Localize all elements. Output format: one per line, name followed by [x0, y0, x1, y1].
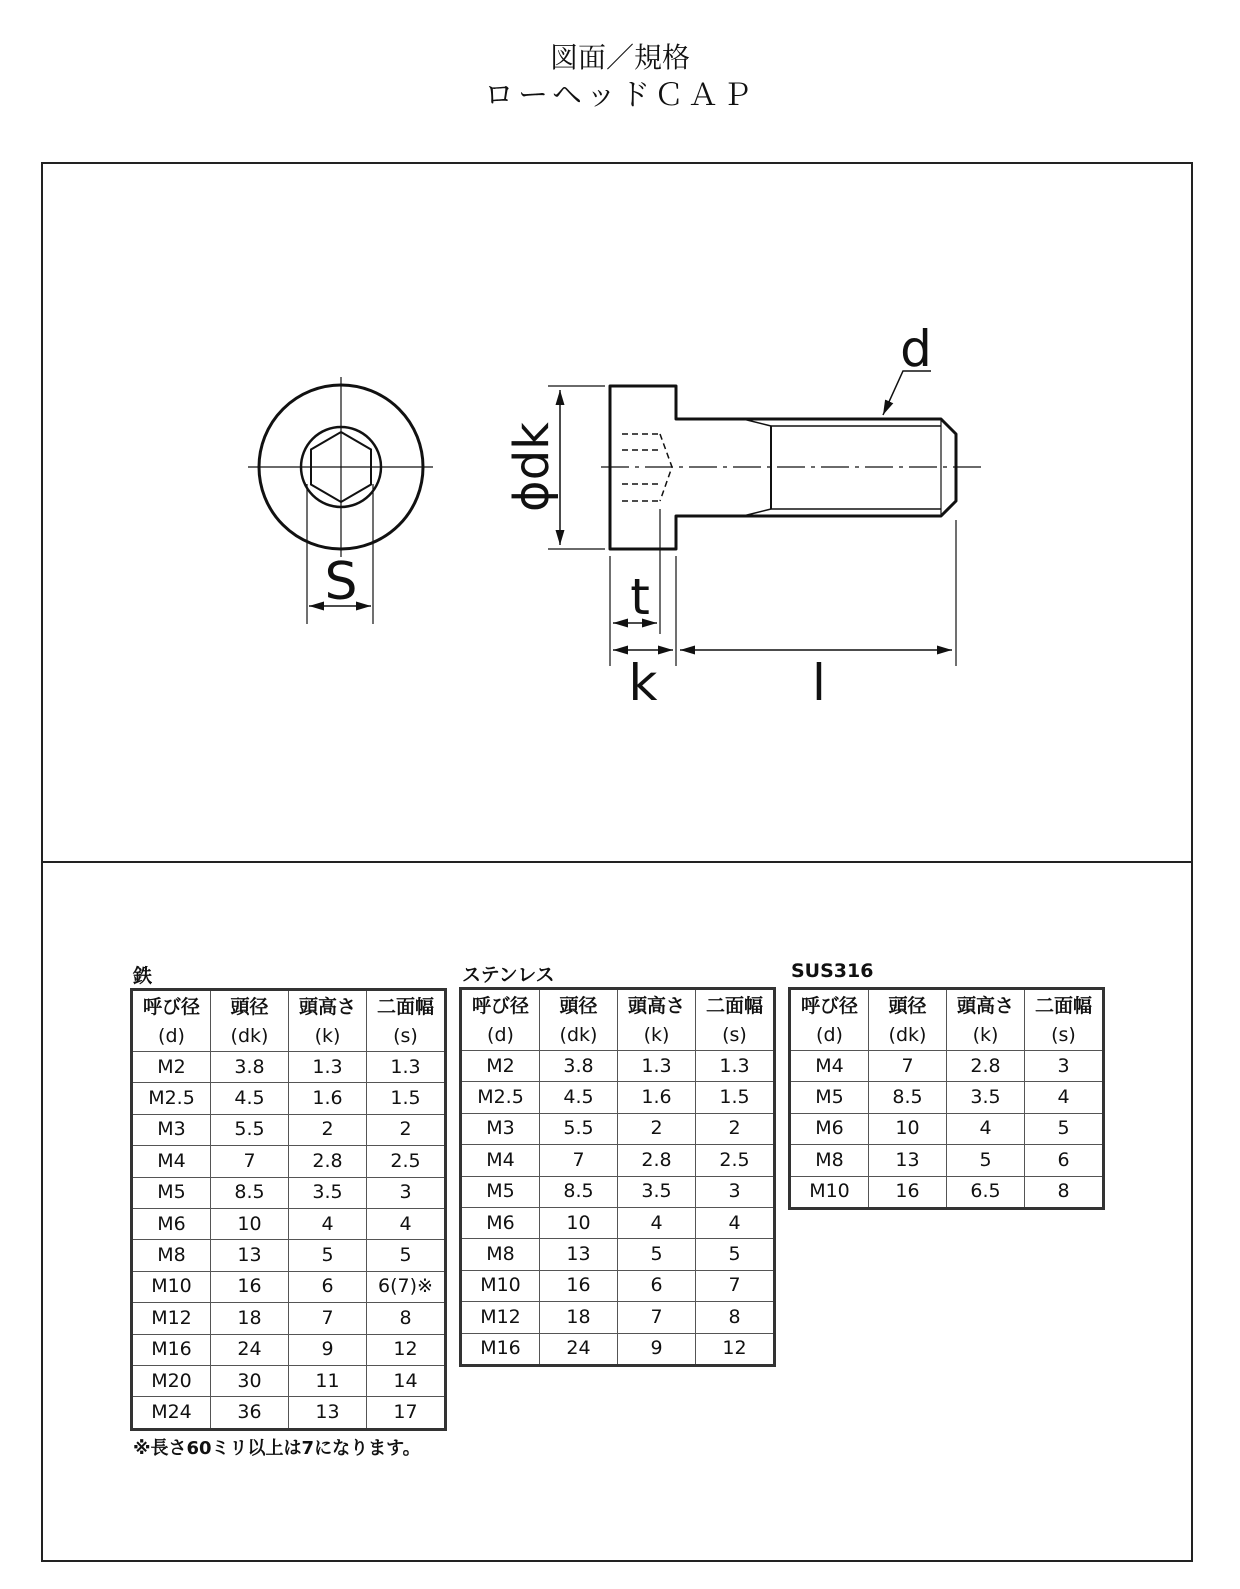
table-cell: M10 [790, 1176, 869, 1208]
table-cell: 二面幅 [1025, 989, 1104, 1022]
spec-table-sus316 [788, 987, 1105, 1210]
table-cell: M3 [132, 1114, 211, 1145]
table-cell: 1.6 [618, 1082, 696, 1113]
table-cell: 7 [289, 1303, 367, 1334]
table-cell: 2.8 [947, 1051, 1025, 1082]
table-cell: (d) [461, 1021, 540, 1051]
table-cell: 3 [1025, 1051, 1104, 1082]
table-cell: 18 [211, 1303, 289, 1334]
table-cell: 3.5 [618, 1176, 696, 1207]
table-cell: 4 [618, 1207, 696, 1238]
table-cell: 10 [869, 1113, 947, 1144]
table-cell: M2.5 [132, 1083, 211, 1114]
table-cell: 17 [367, 1397, 446, 1429]
table-cell: 呼び径 [461, 989, 540, 1022]
table-cell: 1.3 [289, 1052, 367, 1083]
table-cell: 頭高さ [289, 990, 367, 1023]
table-cell: 頭径 [540, 989, 618, 1022]
table-cell: 頭径 [211, 990, 289, 1023]
table-cell: (dk) [540, 1021, 618, 1051]
table-cell: 6.5 [947, 1176, 1025, 1208]
table-cell: 12 [696, 1333, 775, 1365]
table-cell: 5 [1025, 1113, 1104, 1144]
label-k: k [628, 654, 658, 712]
table-cell: M8 [461, 1239, 540, 1270]
table-cell: 13 [869, 1145, 947, 1176]
table-cell: 二面幅 [696, 989, 775, 1022]
table-cell: 6 [618, 1270, 696, 1301]
table-row [461, 1302, 775, 1333]
table-cell: 7 [211, 1146, 289, 1177]
table-cell: 12 [367, 1334, 446, 1365]
table-cell: (k) [947, 1021, 1025, 1051]
table-label-iron: 鉄 [133, 965, 153, 987]
table-row [132, 1146, 446, 1177]
table-cell: M8 [790, 1145, 869, 1176]
table-cell: 二面幅 [367, 990, 446, 1023]
table-cell: M5 [790, 1082, 869, 1113]
table-row [132, 1334, 446, 1365]
table-cell: M6 [461, 1207, 540, 1238]
table-cell: 11 [289, 1365, 367, 1396]
table-cell: 5 [696, 1239, 775, 1270]
table-header-row [461, 989, 775, 1022]
table-cell: 2 [289, 1114, 367, 1145]
table-cell: 7 [540, 1145, 618, 1176]
page-title: 図面／規格 [549, 41, 690, 74]
table-header-row [132, 1022, 446, 1052]
table-header-row [132, 990, 446, 1023]
table-cell: 5.5 [540, 1113, 618, 1144]
table-cell: 2.8 [618, 1145, 696, 1176]
table-row [790, 1051, 1104, 1082]
table-cell: M5 [132, 1177, 211, 1208]
table-cell: (s) [696, 1021, 775, 1051]
table-cell: 4.5 [540, 1082, 618, 1113]
table-cell: 9 [289, 1334, 367, 1365]
table-cell: 7 [869, 1051, 947, 1082]
table-cell: 8.5 [540, 1176, 618, 1207]
table-label-sus316: SUS316 [791, 960, 874, 982]
table-row [461, 1176, 775, 1207]
table-cell: M20 [132, 1365, 211, 1396]
table-cell: 3.8 [540, 1051, 618, 1082]
table-cell: M8 [132, 1240, 211, 1271]
table-cell: 4 [947, 1113, 1025, 1144]
table-cell: M10 [132, 1271, 211, 1302]
table-cell: M6 [790, 1113, 869, 1144]
table-row [132, 1397, 446, 1429]
table-cell: 4 [289, 1208, 367, 1239]
table-row [132, 1208, 446, 1239]
table-row [461, 1333, 775, 1365]
table-cell: 3 [367, 1177, 446, 1208]
table-cell: 8 [1025, 1176, 1104, 1208]
label-dk: ϕdk [504, 422, 560, 512]
table-cell: (d) [132, 1022, 211, 1052]
spec-table-stainless [459, 987, 776, 1367]
label-t: t [630, 568, 650, 626]
table-row [461, 1207, 775, 1238]
table-cell: 3.5 [289, 1177, 367, 1208]
table-row [132, 1365, 446, 1396]
table-cell: M4 [790, 1051, 869, 1082]
technical-drawing [43, 164, 1191, 858]
table-cell: M6 [132, 1208, 211, 1239]
table-cell: M16 [132, 1334, 211, 1365]
table-cell: M12 [461, 1302, 540, 1333]
table-header-row [790, 989, 1104, 1022]
table-cell: 5.5 [211, 1114, 289, 1145]
table-cell: 2 [618, 1113, 696, 1144]
table-cell: 14 [367, 1365, 446, 1396]
table-cell: 6 [289, 1271, 367, 1302]
table-cell: 1.5 [696, 1082, 775, 1113]
table-cell: 24 [211, 1334, 289, 1365]
table-cell: 3 [696, 1176, 775, 1207]
table-row [132, 1114, 446, 1145]
table-cell: 7 [696, 1270, 775, 1301]
table-cell: 8.5 [211, 1177, 289, 1208]
table-cell: M2 [461, 1051, 540, 1082]
table-row [132, 1271, 446, 1302]
label-l: l [812, 654, 826, 712]
table-cell: 5 [947, 1145, 1025, 1176]
label-s: S [324, 552, 358, 612]
table-cell: M24 [132, 1397, 211, 1429]
table-cell: 4 [696, 1207, 775, 1238]
table-row [461, 1239, 775, 1270]
table-cell: 頭高さ [618, 989, 696, 1022]
table-cell: 6(7)※ [367, 1271, 446, 1302]
table-note: ※長さ60ミリ以上は7になります。 [133, 1438, 421, 1459]
table-cell: 1.6 [289, 1083, 367, 1114]
table-cell: 18 [540, 1302, 618, 1333]
table-cell: M10 [461, 1270, 540, 1301]
table-cell: 10 [211, 1208, 289, 1239]
table-cell: 2 [367, 1114, 446, 1145]
table-cell: (k) [618, 1021, 696, 1051]
table-cell: 7 [618, 1302, 696, 1333]
table-cell: M3 [461, 1113, 540, 1144]
table-cell: M4 [132, 1146, 211, 1177]
table-cell: 13 [540, 1239, 618, 1270]
side-view [548, 371, 983, 666]
table-cell: 頭高さ [947, 989, 1025, 1022]
table-label-stainless: ステンレス [462, 964, 555, 986]
table-row [132, 1303, 446, 1334]
table-cell: 3.8 [211, 1052, 289, 1083]
table-cell: 36 [211, 1397, 289, 1429]
table-cell: 1.3 [696, 1051, 775, 1082]
table-cell: 16 [540, 1270, 618, 1301]
table-cell: 呼び径 [790, 989, 869, 1022]
table-cell: 16 [869, 1176, 947, 1208]
table-cell: (d) [790, 1021, 869, 1051]
table-row [132, 1177, 446, 1208]
table-cell: (k) [289, 1022, 367, 1052]
table-cell: 8 [367, 1303, 446, 1334]
table-cell: 4 [1025, 1082, 1104, 1113]
table-row [132, 1052, 446, 1083]
table-cell: 4 [367, 1208, 446, 1239]
table-row [132, 1083, 446, 1114]
table-cell: 10 [540, 1207, 618, 1238]
table-row [461, 1113, 775, 1144]
table-cell: (dk) [211, 1022, 289, 1052]
table-cell: 13 [289, 1397, 367, 1429]
table-row [790, 1145, 1104, 1176]
table-cell: M16 [461, 1333, 540, 1365]
table-cell: 30 [211, 1365, 289, 1396]
table-cell: 呼び径 [132, 990, 211, 1023]
product-name: ローヘッドＣＡＰ [484, 78, 756, 113]
table-cell: M12 [132, 1303, 211, 1334]
table-row [132, 1240, 446, 1271]
table-cell: 1.3 [618, 1051, 696, 1082]
table-cell: 3.5 [947, 1082, 1025, 1113]
table-cell: 1.3 [367, 1052, 446, 1083]
table-cell: 9 [618, 1333, 696, 1365]
table-row [790, 1176, 1104, 1208]
table-cell: 2.5 [696, 1145, 775, 1176]
frame-divider [41, 861, 1193, 863]
table-cell: M5 [461, 1176, 540, 1207]
table-cell: 13 [211, 1240, 289, 1271]
table-header-row [461, 1021, 775, 1051]
table-row [790, 1082, 1104, 1113]
table-row [461, 1051, 775, 1082]
table-cell: 頭径 [869, 989, 947, 1022]
table-cell: 5 [618, 1239, 696, 1270]
table-cell: (s) [367, 1022, 446, 1052]
table-header-row [790, 1021, 1104, 1051]
table-cell: 4.5 [211, 1083, 289, 1114]
table-row [461, 1145, 775, 1176]
spec-table-iron [130, 988, 447, 1431]
table-cell: 24 [540, 1333, 618, 1365]
table-row [790, 1113, 1104, 1144]
table-cell: 8 [696, 1302, 775, 1333]
table-cell: 8.5 [869, 1082, 947, 1113]
table-cell: M2 [132, 1052, 211, 1083]
table-cell: 6 [1025, 1145, 1104, 1176]
table-row [461, 1082, 775, 1113]
label-d: d [900, 320, 932, 378]
table-cell: 16 [211, 1271, 289, 1302]
table-row [461, 1270, 775, 1301]
table-cell: M2.5 [461, 1082, 540, 1113]
table-cell: 2 [696, 1113, 775, 1144]
table-cell: (s) [1025, 1021, 1104, 1051]
table-cell: M4 [461, 1145, 540, 1176]
table-cell: (dk) [869, 1021, 947, 1051]
table-cell: 2.5 [367, 1146, 446, 1177]
table-cell: 1.5 [367, 1083, 446, 1114]
table-cell: 5 [289, 1240, 367, 1271]
table-cell: 5 [367, 1240, 446, 1271]
table-cell: 2.8 [289, 1146, 367, 1177]
